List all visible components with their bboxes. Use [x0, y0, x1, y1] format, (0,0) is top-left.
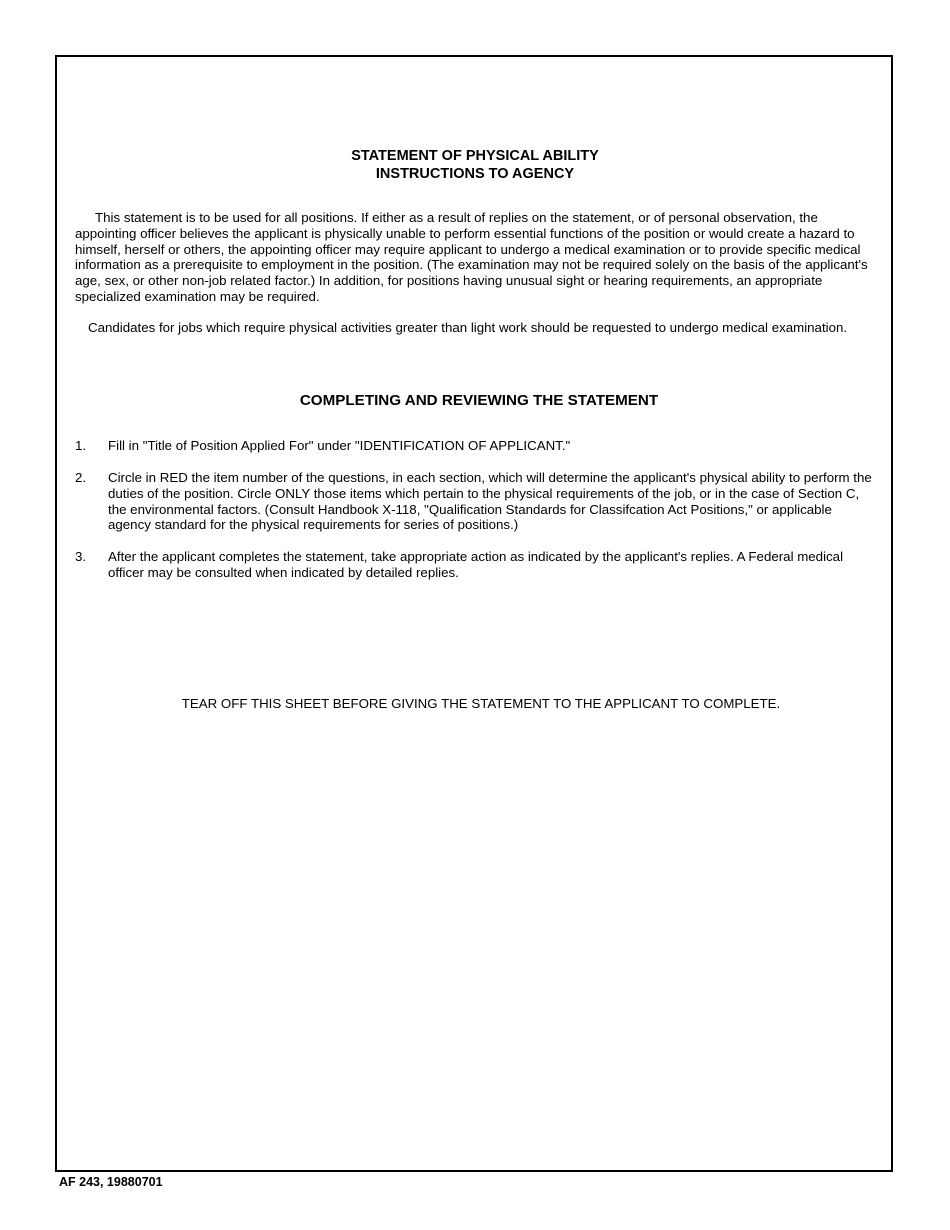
instruction-text: After the applicant completes the statement, take appropriate action as indicated by the applicant's replies. A Federal medical officer may be consulted when indicated by detailed replies. [108, 549, 844, 580]
section-heading: COMPLETING AND REVIEWING THE STATEMENT [299, 392, 659, 409]
form-title: STATEMENT OF PHYSICAL ABILITY [351, 148, 599, 164]
instruction-number: 3. [75, 549, 87, 564]
form-identifier: AF 243, 19880701 [59, 1175, 163, 1189]
instruction-text: Circle in RED the item number of the questions, in each section, which will determine the applicant's physical ability to perform the duties of the position. Circle ONLY those items which pertain to the physical requirements of the job, or in the case of Section C, the environmental factors. (Consult Handbook X-118, "Qualification Standards for Classifcation Act Positions," or applicable agency standard for the physical requirements for series of positions.) [108, 470, 872, 533]
intro-paragraph-candidates: Candidates for jobs which require physical activities greater than light work should be requested to undergo medical examination. [88, 320, 848, 335]
instruction-number: 2. [75, 470, 87, 485]
instruction-text: Fill in "Title of Position Applied For" under "IDENTIFICATION OF APPLICANT." [108, 438, 571, 453]
intro-paragraph-usage: This statement is to be used for all positions. If either as a result of replies on the statement, or of personal observation, the appointing officer believes the applicant is physically unable to perform essential functions of the position or would create a hazard to himself, herself or others, the appointing officer may require applicant to undergo a medical examination or to provide specific medical information as a prerequisite to employment in the position. (The examination may not be required solely on the basis of the applicant's age, sex, or other non-job related factor.) In addition, for positions having unusual sight or hearing requirements, an appropriate specialized examination may be required. [75, 210, 868, 304]
form-subtitle: INSTRUCTIONS TO AGENCY [375, 166, 575, 182]
tear-off-notice: TEAR OFF THIS SHEET BEFORE GIVING THE STATEMENT TO THE APPLICANT TO COMPLETE. [181, 696, 781, 711]
instruction-number: 1. [75, 438, 87, 453]
